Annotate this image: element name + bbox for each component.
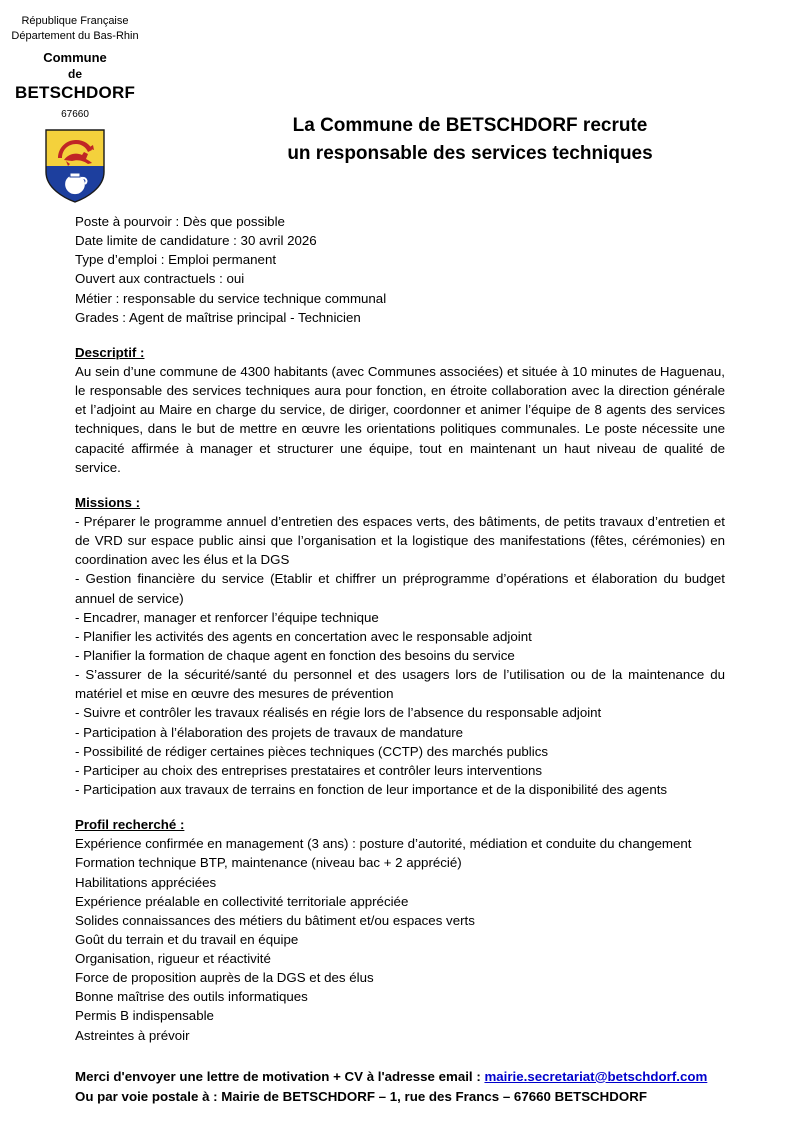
letterhead-department: Département du Bas-Rhin — [11, 29, 139, 42]
section-heading-missions: Missions : — [75, 494, 141, 510]
list-item: - Possibilité de rédiger certaines pièces techniques (CCTP) des marchés publics — [75, 743, 548, 759]
page-title — [150, 112, 790, 167]
contact-block — [75, 1067, 725, 1107]
list-item: Organisation, rigueur et réactivité — [75, 951, 271, 967]
contact-email-prefix: Merci d'envoyer une lettre de motivation + CV à l'adresse email : — [75, 1068, 485, 1084]
meta-line: Type d’emploi : Emploi permanent — [75, 252, 277, 268]
contact-email-line — [75, 1067, 725, 1087]
list-item: - Encadrer, manager et renforcer l’équipe technique — [75, 609, 379, 625]
meta-line: Grades : Agent de maîtrise principal - Technicien — [75, 309, 361, 325]
title-line-1: La Commune de BETSCHDORF recrute — [292, 115, 648, 136]
list-item: - Gestion financière du service (Etablir et chiffrer un préprogramme d’opérations et élaboration du budget annuel de service) — [75, 571, 725, 606]
list-item: - Participation à l’élaboration des projets de travaux de mandature — [75, 724, 464, 740]
list-item: Formation technique BTP, maintenance (niveau bac + 2 apprécié) — [75, 855, 462, 871]
email-link[interactable]: mairie.secretariat@betschdorf.com — [484, 1068, 708, 1084]
section-body-descriptif: Au sein d’une commune de 4300 habitants (avec Communes associées) et située à 10 minutes de Haguenau, le responsable des services techniques aura pour fonction, en étroite collaboration avec la direction générale et l’adjoint au Maire en charge du service, de diriger, coordonner et animer l’équipe de 8 agents des services techniques, dans le but de mettre en œuvre les orientations politiques communales. Le poste nécessite une capacité affirmée à manager et structurer une équipe, tout en maintenant un haut niveau de qualité de service. — [75, 363, 725, 475]
letterhead-commune: Commune — [43, 49, 107, 65]
list-item: Astreintes à prévoir — [75, 1027, 190, 1043]
profil-list — [75, 834, 725, 1045]
list-item: Permis B indispensable — [75, 1008, 214, 1024]
meta-line: Ouvert aux contractuels : oui — [75, 271, 245, 287]
letterhead — [0, 14, 150, 204]
list-item: - Planifier la formation de chaque agent en fonction des besoins du service — [75, 647, 515, 663]
list-item: - Planifier les activités des agents en concertation avec le responsable adjoint — [75, 628, 532, 644]
missions-list — [75, 512, 725, 799]
title-line-2: un responsable des services techniques — [287, 142, 653, 164]
meta-line: Date limite de candidature : 30 avril 2026 — [75, 233, 317, 249]
letterhead-country: République Française — [21, 15, 129, 27]
coat-of-arms-icon — [44, 128, 106, 204]
section-heading-profil: Profil recherché : — [75, 817, 185, 833]
list-item: Solides connaissances des métiers du bâtiment et/ou espaces verts — [75, 912, 475, 928]
list-item: - Suivre et contrôler les travaux réalisés en régie lors de l’absence du responsable adjoint — [75, 705, 602, 721]
meta-line: Poste à pourvoir : Dès que possible — [75, 214, 285, 229]
list-item: Habilitations appréciées — [75, 874, 217, 890]
list-item: Goût du terrain et du travail en équipe — [75, 931, 299, 947]
letterhead-town: BETSCHDORF — [14, 83, 136, 103]
list-item: - Préparer le programme annuel d’entretien des espaces verts, des bâtiments, de petits travaux d’entretien et de VRD sur espace public ainsi que l’organisation et la logistique des manifestations (fêtes, cérémonies) en coordination avec les élus et la DGS — [75, 513, 725, 568]
list-item: - Participation aux travaux de terrains en fonction de leur importance et de la disponibilité des agents — [75, 781, 668, 797]
document-body — [75, 212, 725, 1107]
list-item: Force de proposition auprès de la DGS et des élus — [75, 970, 374, 986]
list-item: - Participer au choix des entreprises prestataires et contrôler leurs interventions — [75, 762, 543, 778]
list-item: Bonne maîtrise des outils informatiques — [75, 989, 308, 1005]
meta-block — [75, 212, 725, 327]
section-heading-descriptif: Descriptif : — [75, 344, 145, 360]
list-item: Expérience préalable en collectivité territoriale appréciée — [75, 893, 409, 909]
contact-postal-line: Ou par voie postale à : Mairie de BETSCHDORF – 1, rue des Francs – 67660 BETSCHDORF — [75, 1088, 647, 1104]
list-item: Expérience confirmée en management (3 ans) : posture d’autorité, médiation et conduite du changement — [75, 836, 692, 852]
meta-line: Métier : responsable du service technique communal — [75, 290, 387, 306]
list-item: - S’assurer de la sécurité/santé du personnel et des usagers lors de l’utilisation ou de la maintenance du matériel et mise en œuvre des mesures de prévention — [75, 667, 725, 702]
letterhead-de: de — [67, 67, 82, 82]
letterhead-postal-code: 67660 — [61, 109, 89, 121]
